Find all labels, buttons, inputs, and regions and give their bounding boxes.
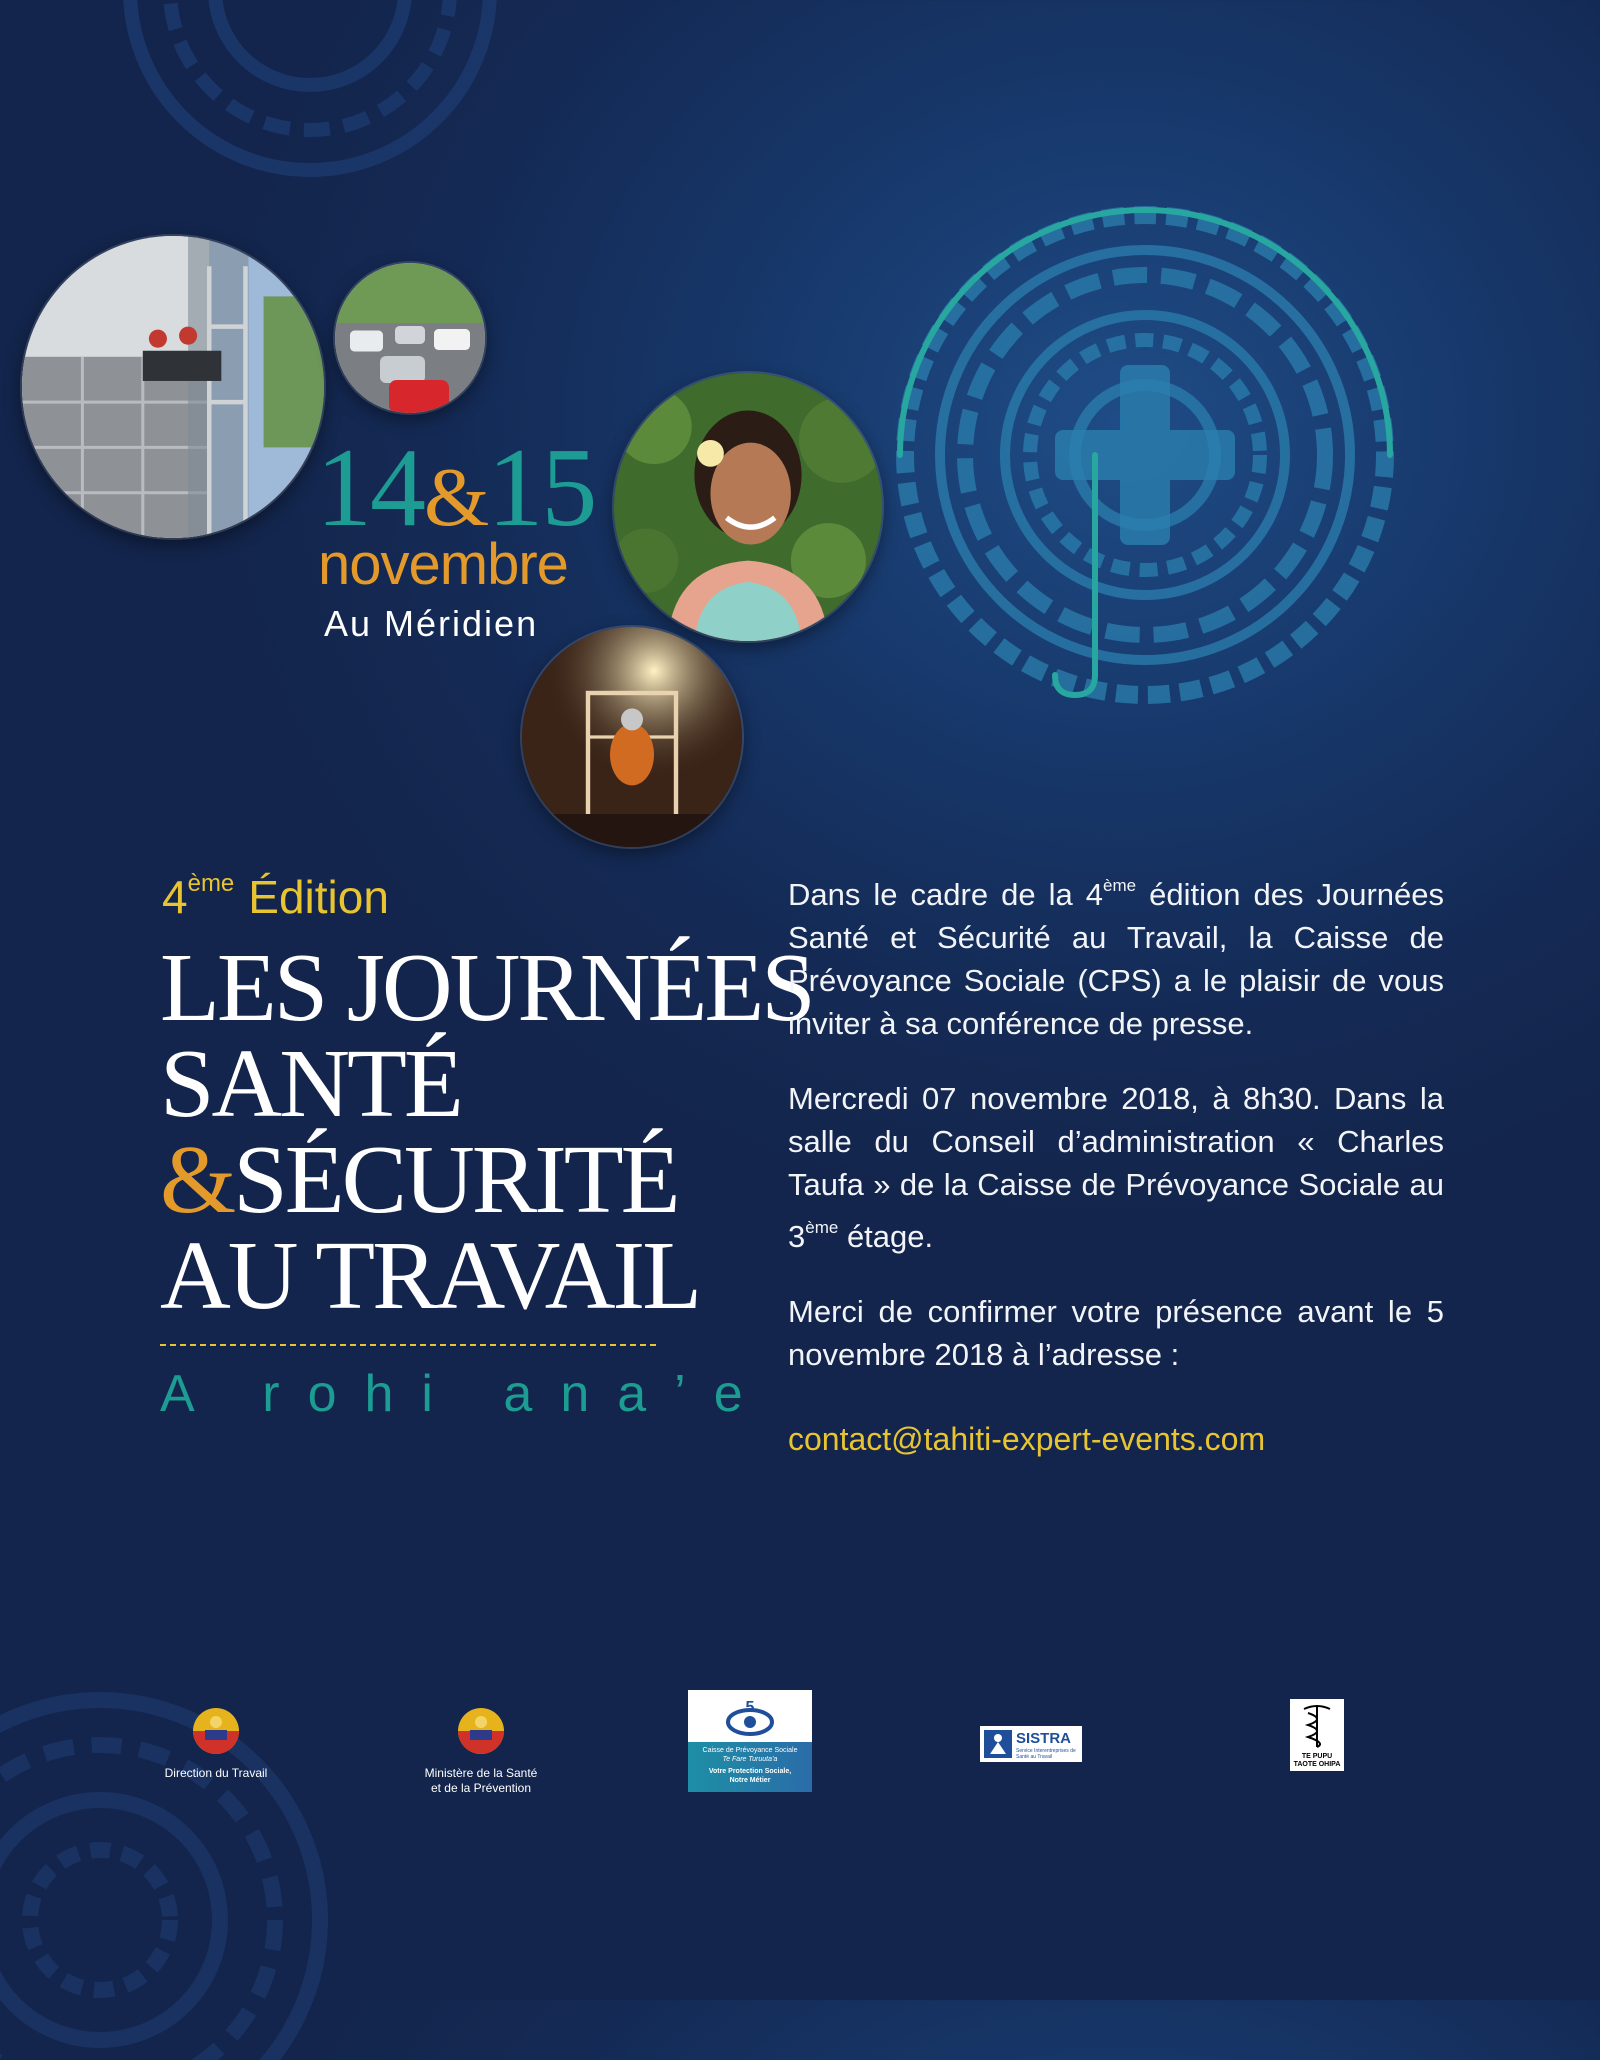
edition-number: 4 <box>162 871 188 923</box>
ministere-line-2: et de la Prévention <box>430 1781 532 1795</box>
logo-ministere-caption <box>406 1766 556 1796</box>
title-line-3-text: SÉCURITÉ <box>233 1126 678 1234</box>
invitation-paragraph-1 <box>788 864 1444 1045</box>
cps-band <box>688 1742 812 1792</box>
title-ampersand: & <box>160 1126 234 1234</box>
date-day-2: 15 <box>487 426 596 550</box>
date-day-1: 14 <box>316 426 424 550</box>
title-divider <box>160 1344 656 1346</box>
photo-worker-night <box>522 627 742 847</box>
cps-line-2: Te Fare Turuuta’a <box>722 1756 778 1763</box>
edition-label <box>162 870 389 923</box>
photo-woman-portrait <box>614 373 882 641</box>
photo-facade-workers <box>22 236 324 538</box>
motto: A rohi ana’e <box>160 1365 771 1423</box>
tepupu-name: TE PUPU TAOTE OHIPA <box>1293 1753 1341 1768</box>
p1-text-a: Dans le cadre de la 4 <box>788 877 1103 912</box>
date-month: novembre <box>318 532 568 597</box>
sistra-name: SISTRA <box>1016 1730 1072 1747</box>
french-polynesia-coat-of-arms-icon <box>452 1706 510 1756</box>
p1-text-b: édition des Journées Santé et Sécurité au Travail, la Caisse de Prévoyance Sociale (CPS) a le plaisir de vous inviter à sa conférence de presse. <box>788 877 1444 1041</box>
ornament-top-left <box>90 0 530 180</box>
edition-suffix: ème <box>187 870 235 897</box>
logo-te-pupu-taote-ohipa <box>1290 1699 1344 1771</box>
event-dates <box>316 426 596 550</box>
date-ampersand: & <box>424 451 488 544</box>
title-line-4: AU TRAVAIL <box>160 1222 700 1330</box>
french-polynesia-coat-of-arms-icon <box>187 1706 245 1756</box>
cps-line-3: Votre Protection Sociale, <box>708 1768 792 1775</box>
logo-sistra <box>980 1726 1082 1762</box>
cps-line-4: Notre Métier <box>729 1777 771 1784</box>
contact-email-link[interactable]: contact@tahiti-expert-events.com <box>788 1421 1266 1457</box>
svg-text:5: 5 <box>745 1699 755 1716</box>
polynesian-ornament-umbrella-icon <box>880 185 1420 725</box>
logo-direction-travail-caption: Direction du Travail <box>164 1766 268 1780</box>
p2-text-a: Mercredi 07 novembre 2018, à 8h30. Dans la salle du Conseil d’administration « Charles Taufa » de la Caisse de Prévoyance Sociale au 3 <box>788 1081 1444 1254</box>
photo-traffic <box>335 263 485 413</box>
p2-sup: ème <box>805 1218 839 1237</box>
invitation-paragraph-3: Merci de confirmer votre présence avant le 5 novembre 2018 à l’adresse : <box>788 1294 1444 1372</box>
ministere-line-1: Ministère de la Santé <box>424 1766 538 1780</box>
page-title <box>160 934 813 1330</box>
cps-eye-icon <box>724 1698 776 1738</box>
invitation-paragraph-2 <box>788 1077 1444 1258</box>
edition-word: Édition <box>248 871 389 923</box>
title-line-3 <box>160 1126 760 1234</box>
sistra-figure-icon <box>984 1730 1012 1758</box>
sistra-subtitle: Service Interentreprises de Santé au Travail <box>1016 1748 1076 1760</box>
caduceus-icon <box>1302 1703 1332 1749</box>
title-line-2: SANTÉ <box>160 1030 461 1138</box>
p2-text-b: étage. <box>838 1219 934 1254</box>
title-line-1: LES JOURNÉES <box>160 934 813 1042</box>
logo-cps <box>688 1690 812 1792</box>
p1-sup: ème <box>1103 876 1137 895</box>
cps-line-1: Caisse de Prévoyance Sociale <box>702 1747 798 1754</box>
venue: Au Méridien <box>324 603 539 644</box>
